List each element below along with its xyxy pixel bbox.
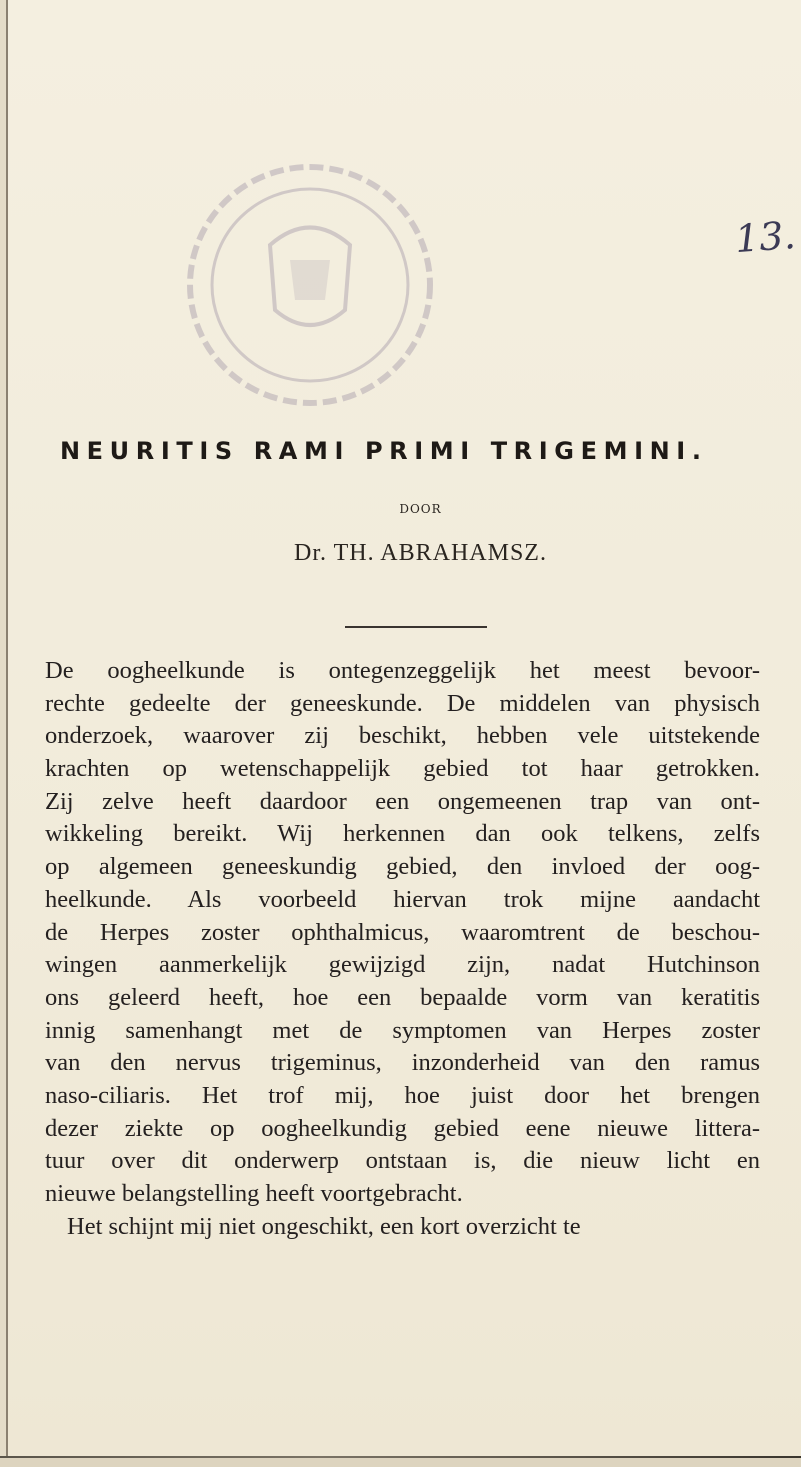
text-line: ons geleerd heeft, hoe een bepaalde vorm van keratitis <box>45 983 760 1011</box>
text-line: onderzoek, waarover zij beschikt, hebben vele uitstekende <box>45 722 760 750</box>
text-line: De oogheelkunde is ontegenzeggelijk het meest bevoor- <box>45 657 760 684</box>
byline-prefix: DOOR <box>399 502 442 516</box>
text-line: op algemeen geneeskundig gebied, den invloed der oog- <box>45 853 760 881</box>
title-divider-rule <box>345 626 487 628</box>
text-line: wikkeling bereikt. Wij herkennen dan ook telkens, zelfs <box>45 820 760 848</box>
text-line: naso-ciliaris. Het trof mij, hoe juist door het brengen <box>45 1081 760 1109</box>
text-line: heelkunde. Als voorbeeld hiervan trok mijne aandacht <box>45 885 760 913</box>
text-line: rechte gedeelte der geneeskunde. De middelen van physisch <box>45 689 760 717</box>
body-paragraph <box>45 655 760 1243</box>
text-line: wingen aanmerkelijk gewijzigd zijn, nadat Hutchinson <box>45 951 760 979</box>
text-line: krachten op wetenschappelijk gebied tot haar getrokken. <box>45 755 760 783</box>
text-line: tuur over dit onderwerp ontstaan is, die nieuw licht en <box>45 1147 760 1175</box>
page-bottom-strip <box>0 1458 801 1467</box>
text-line: dezer ziekte op oogheelkundig gebied eene nieuwe littera- <box>45 1114 760 1142</box>
author-name: Dr. TH. ABRAHAMSZ. <box>294 540 547 566</box>
text-line: innig samenhangt met de symptomen van Herpes zoster <box>45 1016 760 1044</box>
next-paragraph-line: Het schijnt mij niet ongeschikt, een kort overzicht te <box>67 1212 581 1240</box>
library-stamp-watermark <box>160 150 460 420</box>
text-line: van den nervus trigeminus, inzonderheid van den ramus <box>45 1049 760 1077</box>
text-line: Zij zelve heeft daardoor een ongemeenen trap van ont- <box>45 787 760 815</box>
text-line: nieuwe belangstelling heeft voortgebracht. <box>45 1180 463 1207</box>
article-title: NEURITIS RAMI PRIMI TRIGEMINI. <box>60 437 708 465</box>
text-line: de Herpes zoster ophthalmicus, waaromtrent de beschou- <box>45 918 760 946</box>
handwritten-page-number: 13. <box>733 212 797 262</box>
page-edge-line <box>6 0 8 1467</box>
